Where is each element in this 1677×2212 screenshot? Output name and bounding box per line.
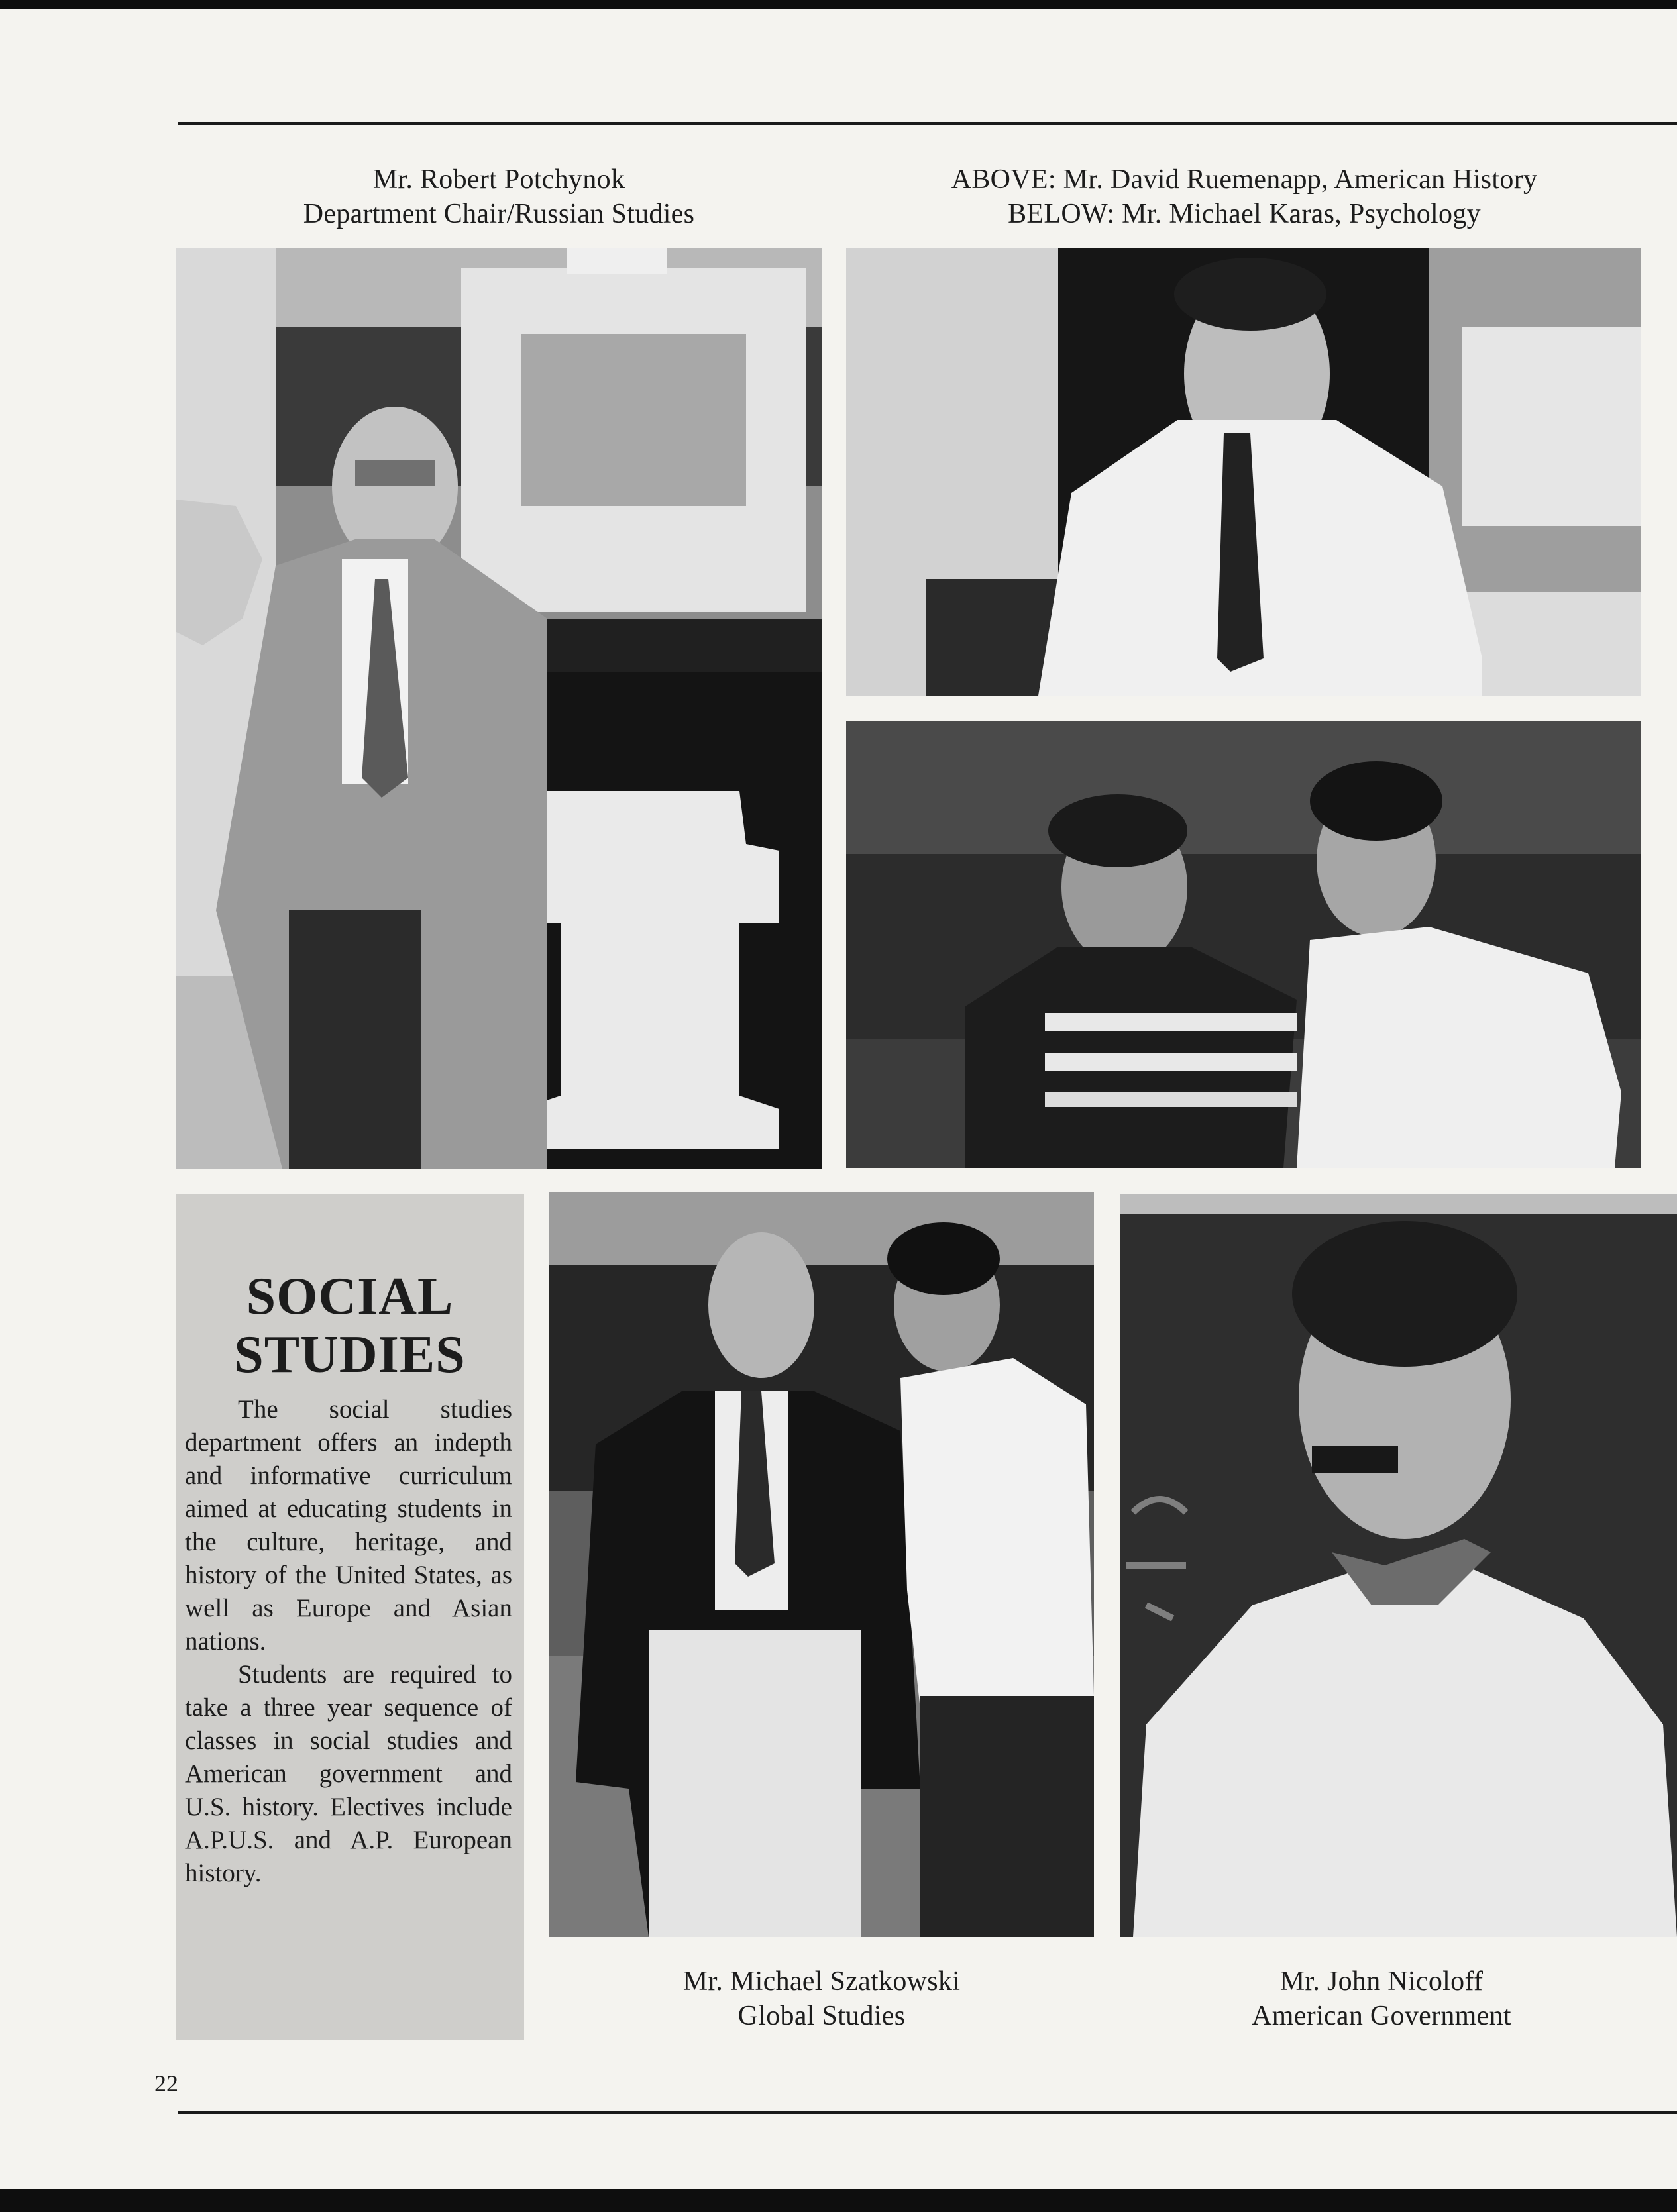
nicoloff-caption	[1120, 1964, 1643, 2033]
section-heading	[176, 1267, 524, 1384]
karas-caption-line: BELOW: Mr. Michael Karas, Psychology	[1008, 199, 1481, 229]
scan-border-top	[0, 0, 1677, 9]
ruemenapp-caption-line: ABOVE: Mr. David Ruemenapp, American History	[951, 164, 1538, 195]
sidebar-paragraph-1: The social studies department offers an indepth and informative curriculum aimed at educating students in the culture, heritage, and history of the United States, as well as Europe and Asian nations.	[185, 1395, 512, 1656]
page-number: 22	[154, 2070, 178, 2097]
szatkowski-name: Mr. Michael Szatkowski	[682, 1966, 961, 1997]
ruemenapp-photo	[846, 248, 1641, 696]
nicoloff-name: Mr. John Nicoloff	[1279, 1966, 1484, 1997]
potchynok-caption	[178, 162, 820, 231]
karas-photo	[846, 721, 1641, 1168]
nicoloff-role: American Government	[1252, 2001, 1511, 2031]
sidebar-body	[185, 1393, 512, 1890]
sidebar-paragraph-2: Students are required to take a three year sequence of classes in social studies and American government and U.S. history. Electives include A.P.U.S. and A.P. European history.	[185, 1660, 512, 1887]
szatkowski-role: Global Studies	[737, 2001, 906, 2031]
scan-border-bottom	[0, 2189, 1677, 2212]
szatkowski-photo	[549, 1192, 1094, 1937]
heading-line-2: STUDIES	[234, 1326, 466, 1384]
potchynok-photo	[176, 248, 822, 1169]
bottom-rule	[178, 2111, 1677, 2114]
nicoloff-photo	[1120, 1194, 1677, 1937]
top-rule	[178, 122, 1677, 125]
potchynok-name: Mr. Robert Potchynok	[372, 164, 625, 195]
social-studies-sidebar	[176, 1194, 524, 2040]
szatkowski-caption	[549, 1964, 1094, 2033]
potchynok-role: Department Chair/Russian Studies	[303, 199, 695, 229]
ruemenapp-karas-caption	[847, 162, 1642, 231]
heading-line-1: SOCIAL	[246, 1267, 454, 1326]
